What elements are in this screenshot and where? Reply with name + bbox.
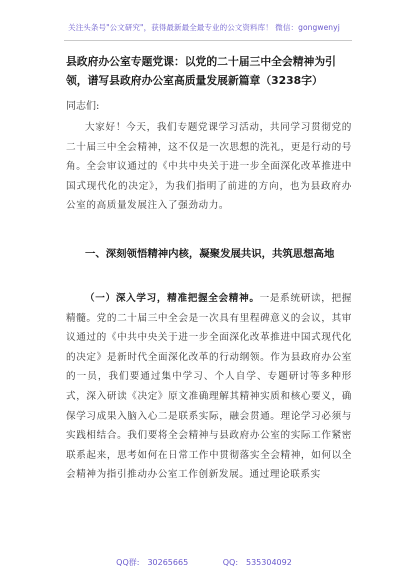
subsection-body: 一是系统研读，把握精髓。党的二十届三中全会是一次具有里程碑意义的会议，其审议通过的《中共中央关于进一步全面深化改革推进中国式现代化的决定》是新时代全面深化改革的行动纲领。作为县政府办公室的一员，我们要通过集中学习、个人自学、专题研讨等多种形式，深入研读《决定》原文准确理解其精神实质和核心要义，确保学习成果入脑入心二是联系实际，融会贯通。理论学习必须与实践相结合。我们要将全会精神与县政府办公室的实际工作紧密联系起来，思考如何在日常工作中贯彻落实全会精神，如何以全会精神为指引推动办公室工作创新发展。通过理论联系实 <box>66 293 352 481</box>
subsection-label: （一）深入学习，精准把握全会精神。 <box>85 293 260 304</box>
document-title: 县政府办公室专题党课：以党的二十届三中全会精神为引领，谱写县政府办公室高质量发展新篇章（3238字） <box>66 55 336 87</box>
section-heading-1: 一、深刻领悟精神内核，凝聚发展共识，共筑思想高地 <box>85 248 335 260</box>
paragraph-intro: 大家好！今天，我们专题党课学习活动，共同学习贯彻党的二十届三中全会精神，这不仅是一次思想的洗礼，更是行动的号角。全会审议通过的《中共中央关于进一步全面深化改革推进中国式现代化的决定》，为我们指明了前进的方向，也为县政府办公室的高质量发展注入了强劲动力。 <box>66 122 352 212</box>
footer-qq-group: QQ群: 30265665 <box>116 558 189 567</box>
salutation: 同志们: <box>66 101 100 112</box>
footer-qq: QQ: 535304092 <box>222 558 292 567</box>
paragraph-subsection-1 <box>66 289 352 485</box>
footer-contact <box>0 557 408 568</box>
header-divider <box>64 40 352 41</box>
header-banner: 关注头条号"公文研究"，获得最新最全最专业的公文资料库！ 微信：gongwenyj <box>68 23 340 32</box>
